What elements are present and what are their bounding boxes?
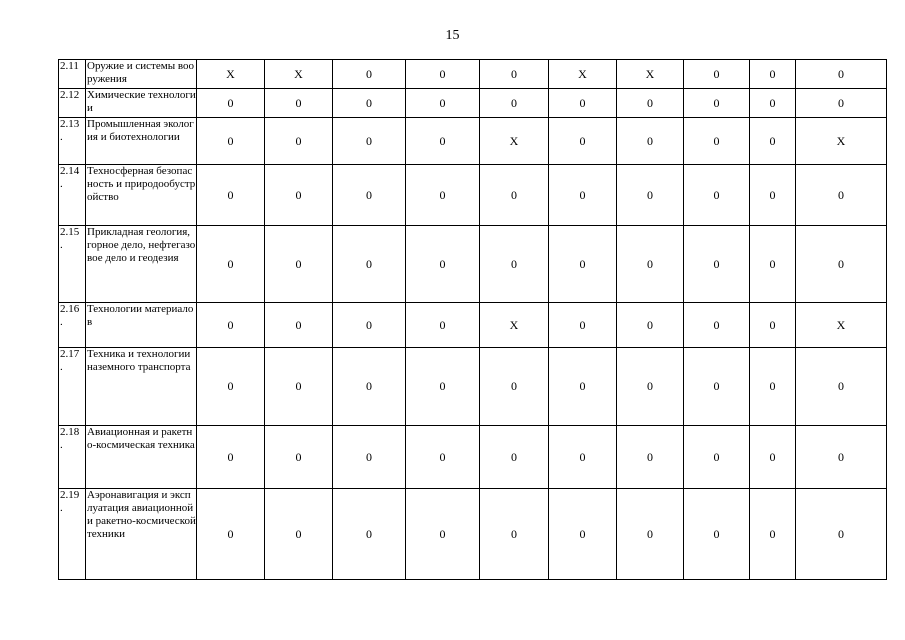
table-cell: 0 bbox=[750, 165, 796, 226]
table-cell: 0 bbox=[265, 89, 333, 118]
table-cell: 0 bbox=[617, 165, 684, 226]
table-cell: 0 bbox=[333, 426, 406, 489]
table-row bbox=[59, 348, 887, 426]
row-number: 2.14 . bbox=[59, 165, 86, 226]
table-cell: 0 bbox=[406, 118, 480, 165]
table-cell: 0 bbox=[265, 489, 333, 580]
table-cell: 0 bbox=[265, 118, 333, 165]
row-title: Авиационная и ракетно-космическая техника bbox=[86, 426, 197, 489]
table-row bbox=[59, 226, 887, 303]
table-row bbox=[59, 118, 887, 165]
table-cell: 0 bbox=[406, 226, 480, 303]
table-cell: 0 bbox=[480, 489, 549, 580]
table-row bbox=[59, 426, 887, 489]
table-cell: 0 bbox=[617, 118, 684, 165]
table-cell: 0 bbox=[796, 226, 887, 303]
page-number: 15 bbox=[445, 28, 460, 43]
table-cell: 0 bbox=[750, 60, 796, 89]
table-cell: 0 bbox=[549, 165, 617, 226]
table-cell: 0 bbox=[406, 60, 480, 89]
row-title: Техносферная безопасность и природообустройство bbox=[86, 165, 197, 226]
table-cell: Х bbox=[197, 60, 265, 89]
table-cell: 0 bbox=[684, 426, 750, 489]
table-cell: 0 bbox=[197, 165, 265, 226]
row-number: 2.18 . bbox=[59, 426, 86, 489]
table-cell: 0 bbox=[197, 348, 265, 426]
table-cell: 0 bbox=[617, 89, 684, 118]
table-cell: 0 bbox=[333, 226, 406, 303]
row-number: 2.13 . bbox=[59, 118, 86, 165]
table-cell: 0 bbox=[617, 303, 684, 348]
table-cell: 0 bbox=[406, 489, 480, 580]
table-cell: 0 bbox=[684, 165, 750, 226]
table-cell: 0 bbox=[265, 348, 333, 426]
table-cell: Х bbox=[265, 60, 333, 89]
row-number: 2.15 . bbox=[59, 226, 86, 303]
row-title: Химические технологии bbox=[86, 89, 197, 118]
row-title: Оружие и системы вооружения bbox=[86, 60, 197, 89]
table-cell: Х bbox=[480, 118, 549, 165]
table-cell: 0 bbox=[796, 89, 887, 118]
table-cell: 0 bbox=[684, 303, 750, 348]
table-cell: 0 bbox=[684, 60, 750, 89]
row-number: 2.19 . bbox=[59, 489, 86, 580]
table-cell: 0 bbox=[406, 426, 480, 489]
row-title: Технологии материалов bbox=[86, 303, 197, 348]
row-title: Техника и технологии наземного транспорта bbox=[86, 348, 197, 426]
table-cell: 0 bbox=[796, 165, 887, 226]
table-cell: 0 bbox=[333, 89, 406, 118]
table-cell: 0 bbox=[796, 489, 887, 580]
row-title: Аэронавигация и эксплуатация авиационной и ракетно-космической техники bbox=[86, 489, 197, 580]
row-title: Промышленная экология и биотехнологии bbox=[86, 118, 197, 165]
table-cell: 0 bbox=[549, 426, 617, 489]
table-row bbox=[59, 60, 887, 89]
table-cell: 0 bbox=[333, 118, 406, 165]
table-cell: 0 bbox=[549, 226, 617, 303]
table-cell: 0 bbox=[480, 348, 549, 426]
table-cell: 0 bbox=[265, 303, 333, 348]
table-cell: 0 bbox=[796, 426, 887, 489]
table-cell: 0 bbox=[750, 226, 796, 303]
table-cell: 0 bbox=[796, 60, 887, 89]
table-cell: 0 bbox=[480, 89, 549, 118]
table-cell: 0 bbox=[333, 489, 406, 580]
table-cell: 0 bbox=[684, 226, 750, 303]
table-cell: 0 bbox=[480, 426, 549, 489]
table-cell: 0 bbox=[197, 303, 265, 348]
table-cell: 0 bbox=[750, 426, 796, 489]
table-cell: 0 bbox=[406, 348, 480, 426]
table-cell: 0 bbox=[750, 348, 796, 426]
table-cell: 0 bbox=[480, 165, 549, 226]
table-cell: 0 bbox=[617, 348, 684, 426]
table-row bbox=[59, 489, 887, 580]
table-cell: 0 bbox=[549, 303, 617, 348]
specialty-table bbox=[58, 59, 887, 580]
table-cell: Х bbox=[549, 60, 617, 89]
table-cell: 0 bbox=[265, 165, 333, 226]
table-cell: 0 bbox=[480, 60, 549, 89]
table-cell: 0 bbox=[406, 165, 480, 226]
table-cell: 0 bbox=[197, 489, 265, 580]
table-cell: Х bbox=[796, 118, 887, 165]
table-cell: 0 bbox=[197, 426, 265, 489]
table-cell: 0 bbox=[750, 303, 796, 348]
row-number: 2.12 bbox=[59, 89, 86, 118]
table-cell: 0 bbox=[197, 226, 265, 303]
table-cell: 0 bbox=[265, 426, 333, 489]
table-cell: 0 bbox=[684, 348, 750, 426]
table-cell: 0 bbox=[333, 303, 406, 348]
table-cell: Х bbox=[617, 60, 684, 89]
table-cell: 0 bbox=[406, 89, 480, 118]
table-cell: 0 bbox=[549, 89, 617, 118]
table-cell: Х bbox=[480, 303, 549, 348]
table-cell: Х bbox=[796, 303, 887, 348]
table-cell: 0 bbox=[684, 89, 750, 118]
table-row bbox=[59, 165, 887, 226]
table-cell: 0 bbox=[197, 89, 265, 118]
table-cell: 0 bbox=[406, 303, 480, 348]
table-cell: 0 bbox=[617, 226, 684, 303]
table-cell: 0 bbox=[684, 489, 750, 580]
table-cell: 0 bbox=[750, 489, 796, 580]
row-number: 2.11 bbox=[59, 60, 86, 89]
row-number: 2.16 . bbox=[59, 303, 86, 348]
table-cell: 0 bbox=[750, 118, 796, 165]
table-cell: 0 bbox=[684, 118, 750, 165]
table-cell: 0 bbox=[617, 489, 684, 580]
table-cell: 0 bbox=[333, 348, 406, 426]
table-cell: 0 bbox=[480, 226, 549, 303]
table-cell: 0 bbox=[750, 89, 796, 118]
row-title: Прикладная геология, горное дело, нефтегазовое дело и геодезия bbox=[86, 226, 197, 303]
table-row bbox=[59, 89, 887, 118]
table-cell: 0 bbox=[333, 60, 406, 89]
table-cell: 0 bbox=[617, 426, 684, 489]
row-number: 2.17 . bbox=[59, 348, 86, 426]
table-cell: 0 bbox=[549, 489, 617, 580]
table-cell: 0 bbox=[265, 226, 333, 303]
table-row bbox=[59, 303, 887, 348]
table-cell: 0 bbox=[333, 165, 406, 226]
table-cell: 0 bbox=[549, 118, 617, 165]
table-cell: 0 bbox=[796, 348, 887, 426]
table-cell: 0 bbox=[197, 118, 265, 165]
table-cell: 0 bbox=[549, 348, 617, 426]
